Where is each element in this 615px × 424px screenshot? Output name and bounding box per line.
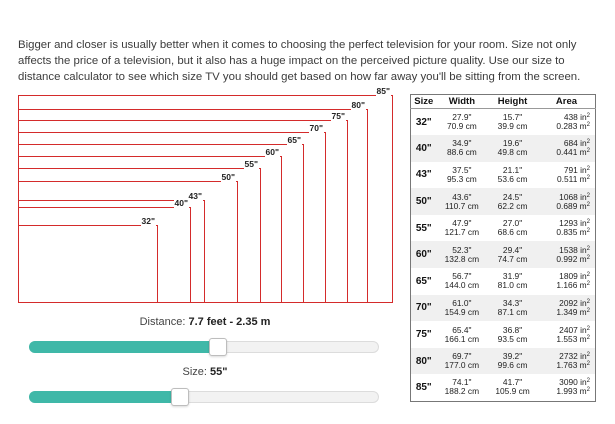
size-cell: 50" — [411, 188, 437, 215]
width-inches: 43.6" — [452, 191, 472, 202]
area-cell — [538, 188, 596, 215]
height-cm: 68.6 cm — [497, 227, 528, 238]
size-cell: 55" — [415, 222, 432, 234]
height-cell — [487, 188, 538, 215]
width-inches: 47.9" — [452, 218, 472, 229]
width-cm: 110.7 cm — [444, 200, 479, 211]
header-width: Width — [437, 95, 488, 109]
distance-label: Distance: — [139, 316, 186, 328]
table-row — [411, 188, 596, 215]
height-cell — [487, 162, 538, 189]
tv-size-comparison — [18, 86, 393, 303]
width-inches: 34.9" — [452, 138, 472, 149]
width-cell — [437, 135, 488, 162]
height-inches: 29.4" — [502, 244, 523, 255]
width-inches: 74.1" — [452, 377, 472, 388]
area-cell — [538, 215, 596, 242]
height-cm: 39.9 cm — [497, 121, 528, 132]
tv-outline-label: 50" — [221, 172, 235, 182]
tv-outline-label: 75" — [331, 111, 345, 121]
area-sq-in: 1809 $in^2$ — [559, 271, 590, 282]
area-sq-in: 3090 $in^2$ — [559, 377, 590, 388]
table-row — [411, 215, 596, 242]
area-sq-in: 1538 $in^2$ — [559, 244, 590, 255]
size-cell: 70" — [411, 295, 437, 322]
size-label: Size: — [182, 366, 207, 378]
width-cm: 95.3 cm — [446, 173, 477, 184]
size-cell: 80" — [411, 348, 437, 375]
tv-outline-label: 40" — [174, 198, 188, 208]
size-cell: 65" — [415, 275, 432, 287]
tv-outline-label: 70" — [309, 123, 323, 133]
header-height: Height — [487, 95, 538, 109]
width-cm: 121.7 cm — [444, 227, 480, 238]
size-cell: 32" — [415, 116, 432, 128]
width-cell — [437, 215, 488, 242]
tv-outline — [18, 216, 158, 303]
area-cell — [538, 241, 596, 268]
height-cm: 62.2 cm — [497, 200, 528, 211]
size-cell: 75" — [415, 329, 432, 341]
tv-outline-label: 60" — [265, 147, 279, 157]
height-inches: 27.0" — [502, 218, 523, 229]
size-slider-fill — [29, 391, 180, 403]
width-inches: 52.3" — [452, 244, 472, 255]
width-inches: 56.7" — [452, 271, 472, 282]
size-cell: 60" — [411, 241, 437, 268]
area-sq-in: 2732 $in^2$ — [559, 351, 590, 362]
width-cm: 132.8 cm — [444, 253, 480, 264]
table-row — [411, 241, 596, 268]
size-cell: 40" — [411, 135, 437, 162]
table-row — [411, 109, 596, 136]
area-sq-in: 1293 $in^2$ — [559, 218, 590, 229]
width-inches: 65.4" — [452, 324, 472, 335]
width-cm: 177.0 cm — [444, 360, 480, 371]
area-cell — [538, 135, 596, 162]
area-cell — [538, 348, 596, 375]
table-row — [411, 135, 596, 162]
area-sq-in: 2407 $in^2$ — [559, 324, 590, 335]
height-inches: 34.3" — [502, 297, 523, 308]
height-cell — [487, 215, 538, 242]
tv-outline-label: 43" — [188, 191, 202, 201]
area-sq-m: 0.283 $m^2$ — [556, 121, 590, 132]
area-sq-m: 1.553 $m^2$ — [556, 333, 590, 344]
height-inches: 39.2" — [502, 351, 523, 362]
size-value: 55" — [210, 366, 228, 378]
height-cm: 74.7 cm — [497, 253, 528, 264]
table-row — [411, 321, 596, 348]
height-cell — [487, 374, 538, 401]
height-inches: 31.9" — [502, 271, 523, 282]
header-size: Size — [411, 95, 437, 109]
width-cm: 154.9 cm — [444, 306, 480, 317]
height-cell — [487, 295, 538, 322]
size-slider-handle[interactable] — [171, 388, 189, 406]
size-slider[interactable] — [29, 391, 379, 403]
height-cell — [487, 135, 538, 162]
table-row — [411, 374, 596, 401]
area-sq-in: 684 $in^2$ — [563, 138, 590, 149]
height-cell — [487, 241, 538, 268]
area-sq-m: 0.835 $m^2$ — [556, 227, 590, 238]
height-cm: 87.1 cm — [497, 306, 528, 317]
width-cell — [437, 348, 488, 375]
width-cell — [437, 188, 488, 215]
height-inches: 24.5" — [502, 191, 523, 202]
width-cell — [437, 162, 488, 189]
area-sq-m: 0.441 $m^2$ — [556, 147, 590, 158]
table-row — [411, 268, 596, 295]
area-cell — [538, 295, 596, 322]
area-sq-in: 1068 $in^2$ — [559, 191, 590, 202]
height-inches: 19.6" — [502, 138, 523, 149]
distance-readout — [30, 316, 380, 328]
width-inches: 61.0" — [452, 297, 472, 308]
width-cell — [437, 321, 488, 348]
table-row — [411, 162, 596, 189]
area-cell — [538, 374, 596, 401]
area-cell — [538, 162, 596, 189]
width-inches: 27.9" — [452, 112, 472, 123]
width-cm: 144.0 cm — [444, 280, 480, 291]
intro-paragraph: Bigger and closer is usually better when it comes to choosing the perfect television for your room. Size not only affects the price of a television, but it also has a huge impact on the perceived picture quality. Use our size to distance calculator to see which size TV you should get based on how far away you'll be sitting from the screen. — [18, 39, 581, 83]
height-cell — [487, 321, 538, 348]
area-cell — [538, 321, 596, 348]
area-sq-m: 0.992 $m^2$ — [556, 253, 590, 264]
table-row — [411, 348, 596, 375]
area-sq-in: 2092 $in^2$ — [559, 297, 590, 308]
height-cm: 53.6 cm — [497, 173, 528, 184]
height-inches: 15.7" — [502, 112, 523, 123]
size-cell: 43" — [415, 169, 432, 181]
distance-slider[interactable] — [29, 341, 379, 353]
width-inches: 37.5" — [452, 164, 472, 175]
area-cell — [538, 109, 596, 136]
header-area: Area — [538, 95, 596, 109]
width-cell — [437, 109, 488, 136]
height-cm: 99.6 cm — [497, 360, 528, 371]
area-sq-m: 1.993 $m^2$ — [556, 386, 590, 397]
distance-slider-handle[interactable] — [209, 338, 227, 356]
distance-value: 7.7 feet - 2.35 m — [188, 316, 271, 328]
area-sq-m: 0.511 $m^2$ — [557, 173, 590, 184]
height-cell — [487, 268, 538, 295]
tv-outline-label: 80" — [351, 100, 365, 110]
width-inches: 69.7" — [452, 351, 472, 362]
height-cm: 105.9 cm — [495, 386, 530, 397]
area-sq-in: 791 $in^2$ — [563, 164, 590, 175]
width-cell — [437, 241, 488, 268]
size-cell: 85" — [415, 381, 432, 393]
size-table — [410, 94, 596, 402]
width-cell — [437, 295, 488, 322]
width-cm: 70.9 cm — [446, 121, 477, 132]
height-cm: 93.5 cm — [497, 333, 528, 344]
size-table-header — [411, 95, 596, 109]
height-cell — [487, 109, 538, 136]
area-sq-in: 438 $in^2$ — [563, 112, 590, 123]
height-cell — [487, 348, 538, 375]
width-cm: 166.1 cm — [444, 333, 480, 344]
height-cm: 49.8 cm — [497, 147, 528, 158]
width-cm: 188.2 cm — [444, 386, 480, 397]
size-readout — [30, 366, 380, 378]
tv-outline-label: 85" — [376, 86, 390, 96]
area-cell — [538, 268, 596, 295]
width-cell — [437, 374, 488, 401]
tv-outline-label: 32" — [141, 216, 155, 226]
distance-slider-fill — [29, 341, 218, 353]
height-inches: 36.8" — [502, 324, 523, 335]
table-row — [411, 295, 596, 322]
height-inches: 41.7" — [502, 377, 523, 388]
area-sq-m: 1.166 $m^2$ — [556, 280, 590, 291]
tv-outline-label: 55" — [244, 159, 258, 169]
area-sq-m: 1.763 $m^2$ — [556, 360, 590, 371]
tv-outline-label: 65" — [287, 135, 301, 145]
area-sq-m: 1.349 $m^2$ — [556, 306, 590, 317]
width-cell — [437, 268, 488, 295]
area-sq-m: 0.689 $m^2$ — [556, 200, 590, 211]
height-cm: 81.0 cm — [497, 280, 528, 291]
height-inches: 21.1" — [502, 164, 523, 175]
width-cm: 88.6 cm — [446, 147, 477, 158]
